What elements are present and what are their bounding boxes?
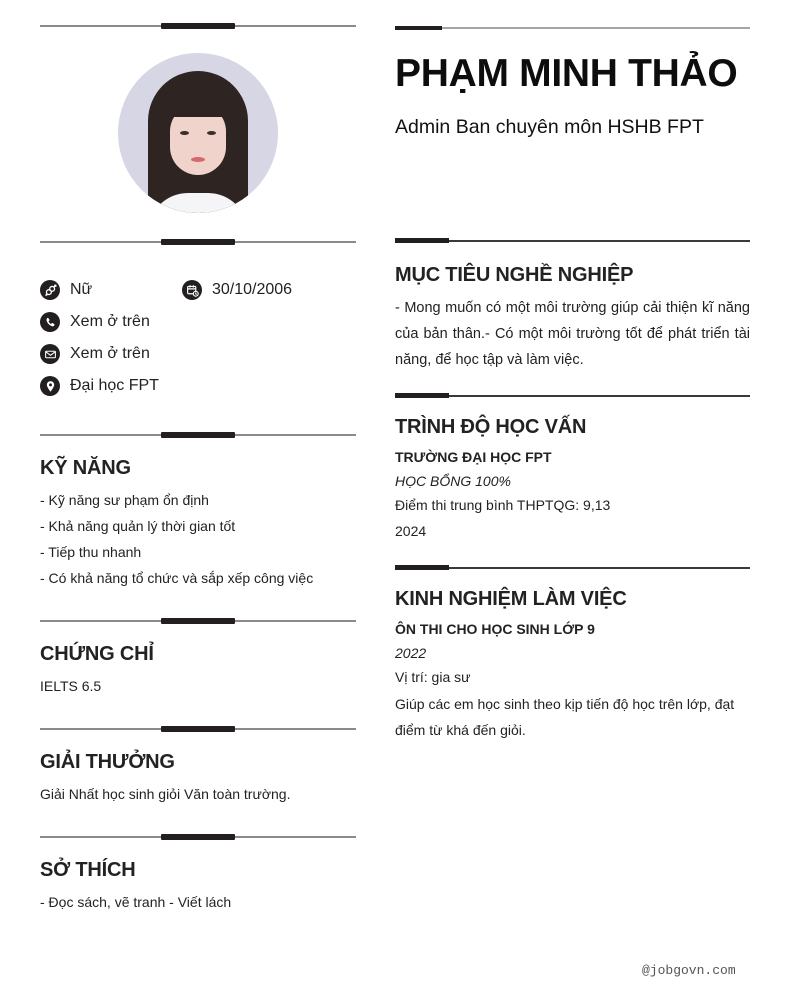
gender-icon xyxy=(40,280,60,300)
avatar xyxy=(118,53,278,213)
phone-value: Xem ở trên xyxy=(70,313,150,330)
awards-title: GIẢI THƯỞNG xyxy=(40,751,175,773)
skills-title: KỸ NĂNG xyxy=(40,457,131,479)
skill-item: - Kỹ năng sư phạm ổn định xyxy=(40,492,209,508)
gender-value: Nữ xyxy=(70,281,93,298)
objective-text: - Mong muốn có một môi trường giúp cải thiện kĩ năng của bản thân.- Có một môi trường tốt để phát triển tài năng, để học tập và làm việc. xyxy=(395,300,750,368)
divider xyxy=(395,393,750,399)
divider xyxy=(40,617,356,625)
certificate-item: IELTS 6.5 xyxy=(40,678,102,694)
location-icon xyxy=(40,376,60,396)
watermark: @jobgovn.com xyxy=(642,963,736,978)
education-title: TRÌNH ĐỘ HỌC VẤN xyxy=(395,416,587,438)
experience-role: ÔN THI CHO HỌC SINH LỚP 9 xyxy=(395,621,595,637)
divider xyxy=(40,833,356,841)
hobby-item: - Đọc sách, vẽ tranh - Viết lách xyxy=(40,894,232,910)
address-value: Đại học FPT xyxy=(70,377,159,394)
experience-position: Vị trí: gia sư xyxy=(395,669,471,685)
certificates-title: CHỨNG CHỈ xyxy=(40,643,154,665)
objective-title: MỤC TIÊU NGHỀ NGHIỆP xyxy=(395,264,634,286)
divider xyxy=(395,565,750,571)
divider xyxy=(40,22,356,30)
education-detail: Điểm thi trung bình THPTQG: 9,13 xyxy=(395,497,611,513)
education-school: TRƯỜNG ĐẠI HỌC FPT xyxy=(395,449,552,465)
divider xyxy=(395,238,750,244)
divider xyxy=(40,238,356,246)
email-value: Xem ở trên xyxy=(70,345,150,362)
birthday-value: 30/10/2006 xyxy=(212,281,293,298)
address-info xyxy=(40,376,159,396)
divider xyxy=(40,725,356,733)
skill-item: - Có khả năng tổ chức và sắp xếp công việc xyxy=(40,570,314,586)
job-title: Admin Ban chuyên môn HSHB FPT xyxy=(395,116,704,138)
divider xyxy=(395,25,750,31)
calendar-icon xyxy=(182,280,202,300)
experience-description: Giúp các em học sinh theo kịp tiến độ học trên lớp, đạt điểm từ khá đến giỏi. xyxy=(395,696,735,738)
skill-item: - Khả năng quản lý thời gian tốt xyxy=(40,518,236,534)
email-icon xyxy=(40,344,60,364)
education-year: 2024 xyxy=(395,523,427,539)
gender-info xyxy=(40,280,92,300)
birthday-info xyxy=(182,280,292,300)
phone-info xyxy=(40,312,150,332)
phone-icon xyxy=(40,312,60,332)
award-item: Giải Nhất học sinh giỏi Văn toàn trường. xyxy=(40,786,291,802)
divider xyxy=(40,431,356,439)
email-info xyxy=(40,344,150,364)
hobbies-title: SỞ THÍCH xyxy=(40,859,136,881)
experience-year: 2022 xyxy=(395,645,427,661)
education-subtitle: HỌC BỔNG 100% xyxy=(395,473,511,489)
candidate-name: PHẠM MINH THẢO xyxy=(395,52,738,95)
skill-item: - Tiếp thu nhanh xyxy=(40,544,142,560)
experience-title: KINH NGHIỆM LÀM VIỆC xyxy=(395,588,627,610)
